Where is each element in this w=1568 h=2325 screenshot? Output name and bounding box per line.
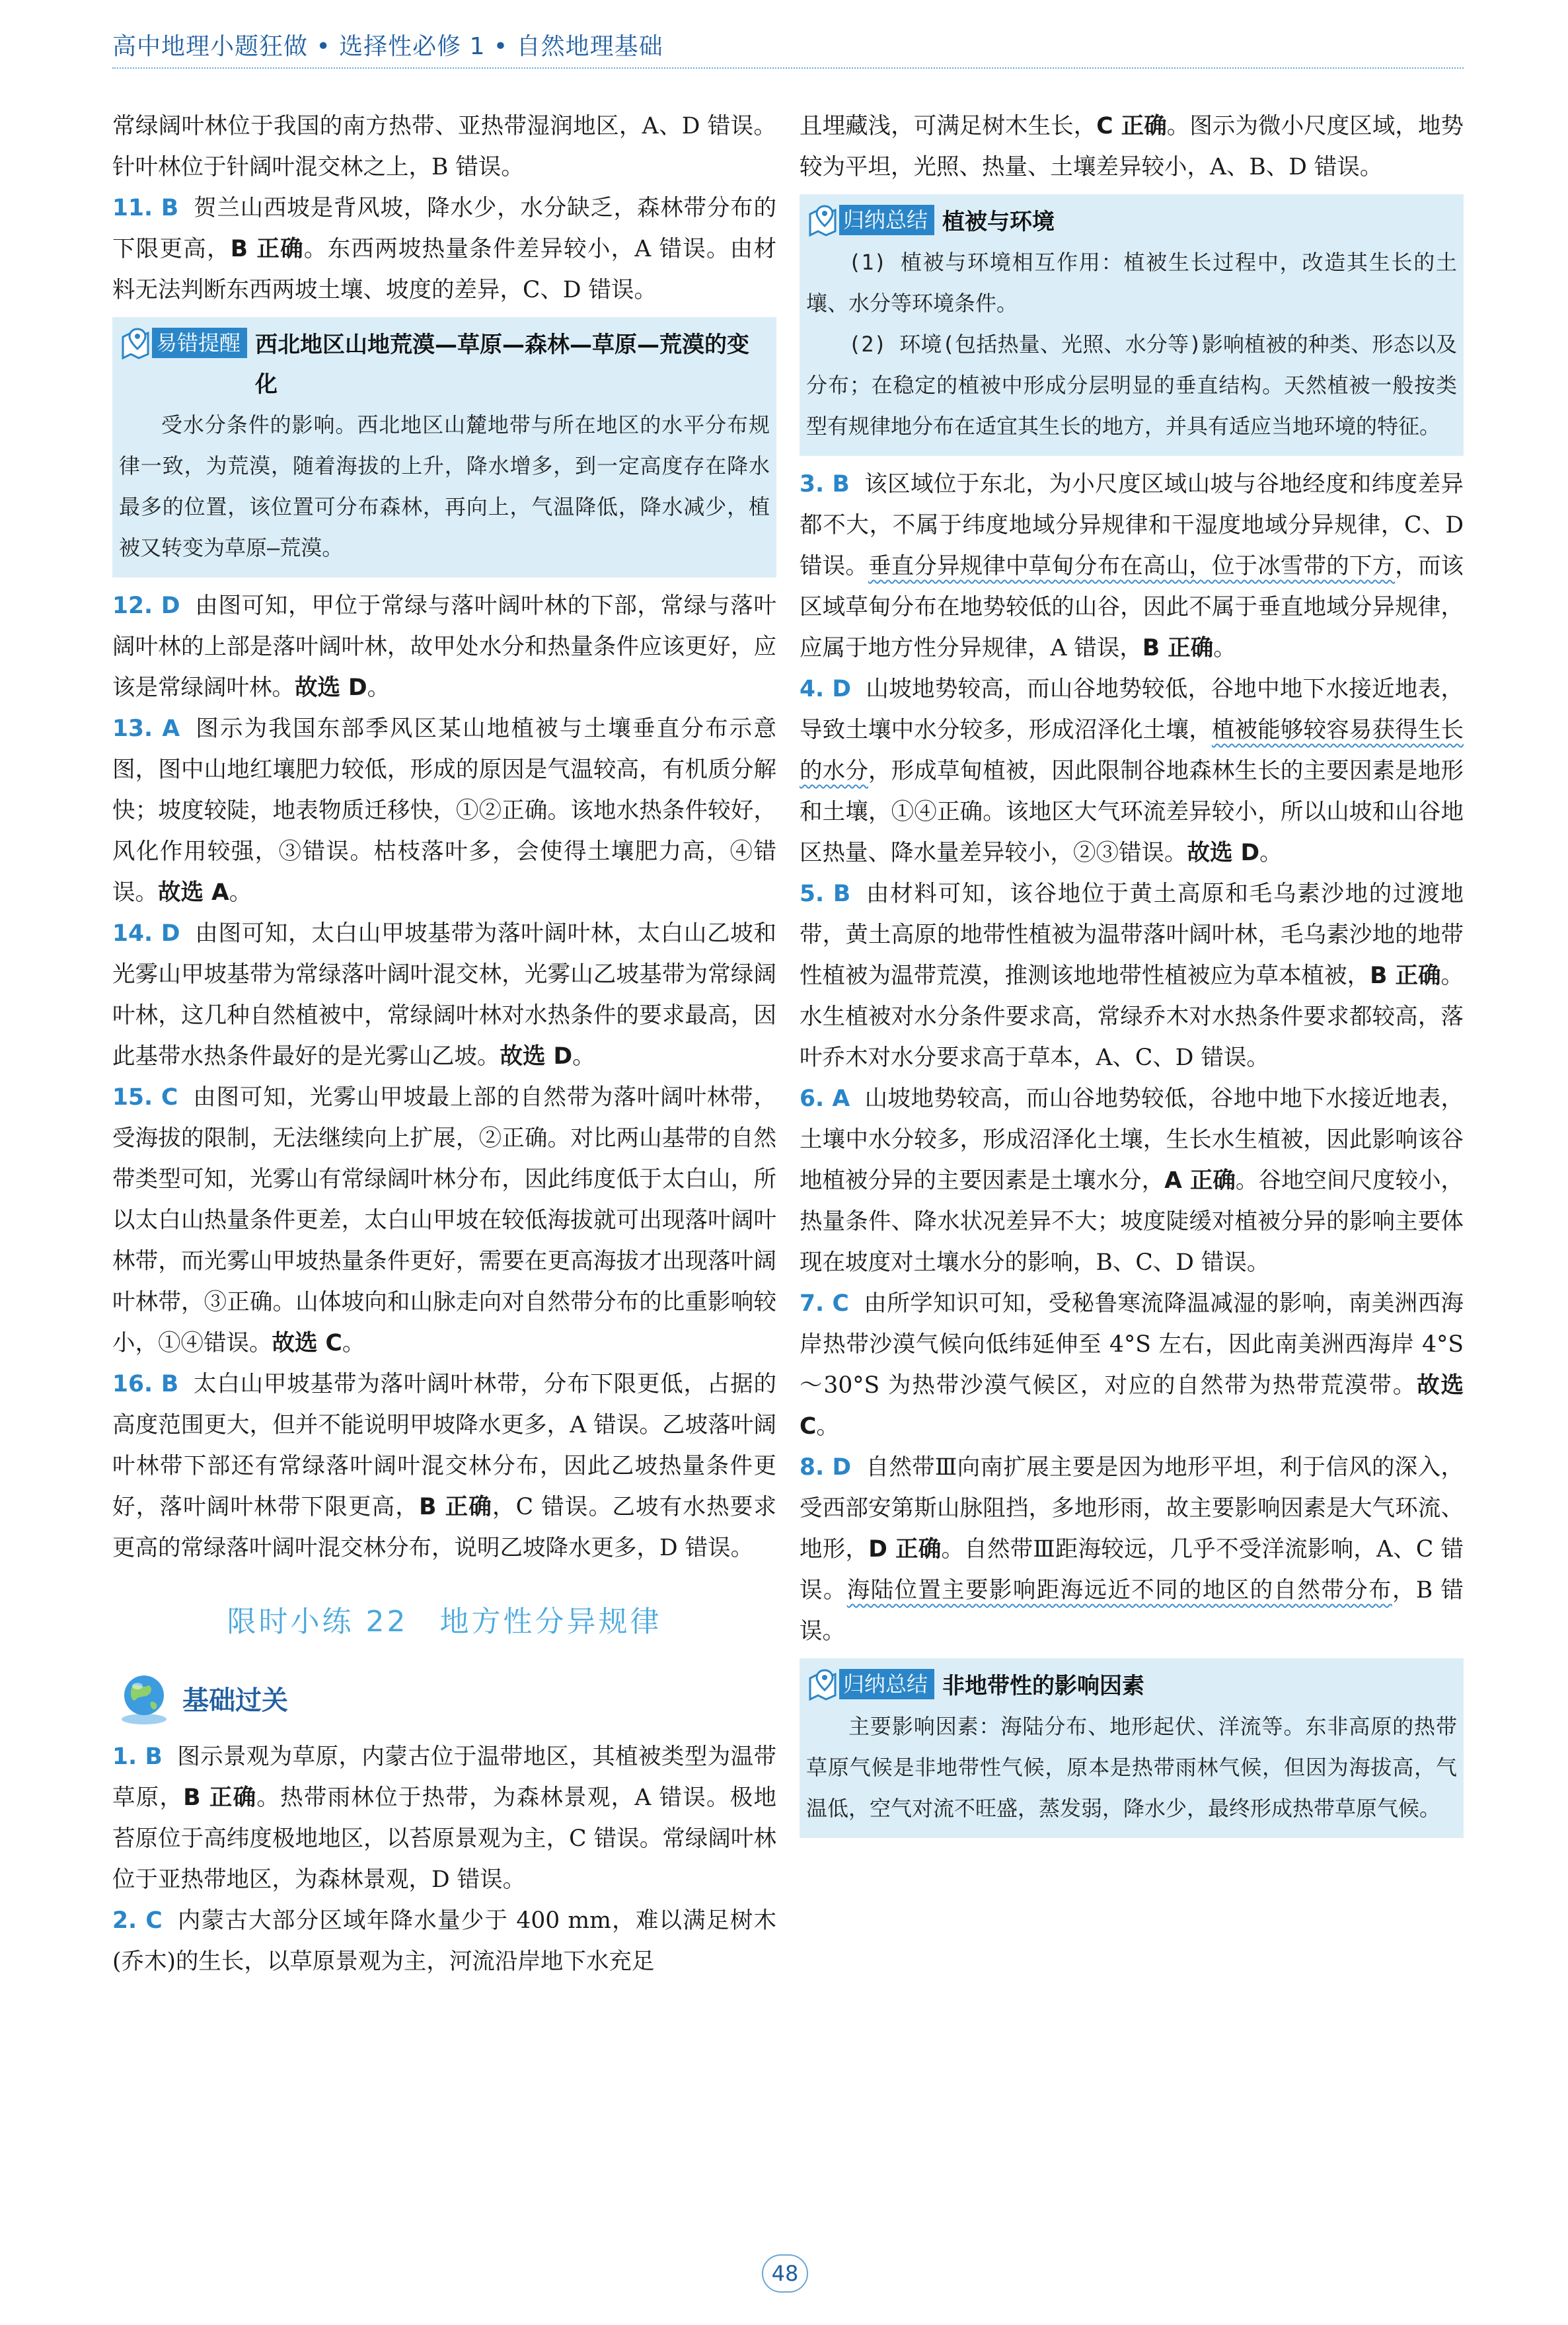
answer-key: B 正确 bbox=[419, 1494, 492, 1520]
question-number: 7. C bbox=[800, 1290, 849, 1317]
tip-title: 植被与环境 bbox=[942, 209, 1055, 235]
answer-text: ，形成草甸植被，因此限制谷地森林生长的主要因素是地形和土壤，①④正确。该地区大气环流差异较小，所以山坡和山谷地区热量、降水量差异较小，②③错误。 bbox=[800, 758, 1464, 866]
answer-text: 。 bbox=[816, 1413, 839, 1440]
tip-body: 主要影响因素：海陆分布、地形起伏、洋流等。东非高原的热带草原气候是非地带性气候，原本是热带雨林气候，但因为海拔高，气温低，空气对流不旺盛，蒸发弱，降水少，最终形成热带草原气候。 bbox=[806, 1714, 1457, 1821]
answer-text: 由图可知，太白山甲坡基带为落叶阔叶林，太白山乙坡和光雾山甲坡基带为常绿落叶阔叶混交林，光雾山乙坡基带为常绿阔叶林，这几种自然植被中，常绿阔叶林对水热条件的要求最高，因此基带水热条件最好的是光雾山乙坡。 bbox=[112, 920, 777, 1070]
map-pin-icon bbox=[806, 1666, 843, 1702]
answer-text: 由图可知，光雾山甲坡最上部的自然带为落叶阔叶林带，受海拔的限制，无法继续向上扩展，②正确。对比两山基带的自然带类型可知，光雾山有常绿阔叶林分布，因此纬度低于太白山，所以太白山热量条件更差，太白山甲坡在较低海拔就可出现落叶阔叶林带，而光雾山甲坡热量条件更好，需要在更高海拔才出现落叶阔叶林带，③正确。山体坡向和山脉走向对自然带分布的比重影响较小，①④错误。 bbox=[112, 1084, 776, 1356]
answer-key: 故选 C bbox=[272, 1330, 342, 1356]
tip-title: 非地带性的影响因素 bbox=[942, 1673, 1145, 1699]
answer-text: 。谷地空间尺度较小，热量条件、降水状况差异不大；坡度陡缓对植被分异的影响主要体现在坡度对土壤水分的影响，B、C、D 错误。 bbox=[800, 1167, 1464, 1276]
answer-text: 。 bbox=[572, 1043, 595, 1070]
question-number: 11. B bbox=[112, 195, 179, 221]
highlighted-text: 植被能够较容易获得生长的水分 bbox=[800, 717, 1464, 784]
answer-11 bbox=[112, 188, 776, 311]
paragraph-continued: 常绿阔叶林位于我国的南方热带、亚热带湿润地区，A、D 错误。针叶林位于针阔叶混交林之上，B 错误。 bbox=[112, 113, 776, 180]
question-number: 6. A bbox=[800, 1086, 850, 1112]
answer-text: 。水生植被对水分条件要求高，常绿乔木对水热条件要求都较高，落叶乔木对水分要求高于草本，A、C、D 错误。 bbox=[800, 963, 1464, 1071]
answer-key: 故选 D bbox=[500, 1043, 573, 1070]
answer-text: 山坡地势较高，而山谷地势较低，谷地中地下水接近地表，导致土壤中水分较多，形成沼泽化土壤， bbox=[800, 676, 1464, 743]
map-pin-icon bbox=[806, 202, 843, 238]
question-number: 8. D bbox=[800, 1454, 852, 1481]
highlighted-text: 垂直分异规律中草甸分布在高山，位于冰雪带的下方 bbox=[868, 553, 1396, 579]
answer-text: 该区域位于东北，为小尺度区域山坡与谷地经度和纬度差异都不大，不属于纬度地域分异规律和干湿度地域分异规律，C、D 错误。 bbox=[800, 471, 1464, 579]
answer-text: 太白山甲坡基带为落叶阔叶林带，分布下限更低，占据的高度范围更大，但并不能说明甲坡降水更多，A 错误。乙坡落叶阔叶林带下部还有常绿落叶阔叶混交林分布，因此乙坡热量条件更好，落叶阔叶林带下限更高， bbox=[112, 1371, 776, 1520]
tip-label: 归纳总结 bbox=[839, 205, 934, 235]
tip-badge bbox=[806, 202, 934, 238]
question-number: 4. D bbox=[800, 676, 852, 702]
question-number: 16. B bbox=[112, 1371, 179, 1397]
answer-16 bbox=[112, 1364, 776, 1568]
answer-basic-2 bbox=[112, 1900, 776, 1982]
answer-text: 且埋藏浅，可满足树木生长， bbox=[800, 113, 1097, 139]
basic-section-header bbox=[112, 1666, 776, 1730]
globe-icon bbox=[112, 1666, 176, 1730]
answer-6 bbox=[800, 1078, 1464, 1283]
answer-text: 。东西两坡热量条件差异较小，A 错误。由材料无法判断东西两坡土壤、坡度的差异，C、D 错误。 bbox=[112, 236, 776, 303]
answer-key: B 正确 bbox=[183, 1785, 257, 1811]
answer-3 bbox=[800, 464, 1464, 669]
map-pin-icon bbox=[119, 325, 156, 361]
header-title: 高中地理小题狂做 • 选择性必修 1 • 自然地理基础 bbox=[112, 33, 663, 60]
answer-4 bbox=[800, 669, 1464, 873]
tip-box-common-mistake bbox=[112, 317, 776, 577]
answer-text: 由材料可知，该谷地位于黄土高原和毛乌素沙地的过渡地带，黄土高原的地带性植被为温带落叶阔叶林，毛乌素沙地的地带性植被为温带荒漠，推测该地地带性植被应为草本植被， bbox=[800, 881, 1464, 989]
tip-body: (1) 植被与环境相互作用：植被生长过程中，改造其生长的土壤、水分等环境条件。 bbox=[806, 250, 1457, 316]
question-number: 2. C bbox=[112, 1907, 163, 1934]
tip-box-summary bbox=[800, 1658, 1464, 1838]
answer-14 bbox=[112, 913, 776, 1077]
answer-text: 。图示为微小尺度区域，地势较为平坦，光照、热量、土壤差异较小，A、B、D 错误。 bbox=[800, 113, 1464, 180]
answer-basic-1 bbox=[112, 1736, 776, 1900]
answer-7 bbox=[800, 1283, 1464, 1447]
answer-15 bbox=[112, 1077, 776, 1364]
tip-label: 归纳总结 bbox=[839, 1669, 934, 1699]
question-number: 3. B bbox=[800, 471, 850, 498]
answer-key: B 正确 bbox=[1142, 635, 1214, 661]
section-title: 限时小练 22 地方性分异规律 bbox=[227, 1605, 662, 1639]
answer-12 bbox=[112, 585, 776, 708]
answer-text: 。热带雨林位于热带，为森林景观，A 错误。极地苔原位于高纬度极地地区，以苔原景观为主，C 错误。常绿阔叶林位于亚热带地区，为森林景观，D 错误。 bbox=[112, 1785, 776, 1893]
tip-header bbox=[806, 1666, 1457, 1706]
answer-8 bbox=[800, 1447, 1464, 1652]
answer-text: 由所学知识可知，受秘鲁寒流降温减湿的影响，南美洲西海岸热带沙漠气候向低纬延伸至 4°S 左右，因此南美洲西海岸 4°S～30°S 为热带沙漠气候区，对应的自然带为热带荒漠带。 bbox=[800, 1290, 1464, 1399]
answer-text: ，而该区域草甸分布在地势较低的山谷，因此不属于垂直地域分异规律，应属于地方性分异规律，A 错误， bbox=[800, 553, 1464, 661]
header-divider bbox=[112, 67, 1464, 69]
answer-text: 内蒙古大部分区域年降水量少于 400 mm，难以满足树木(乔木)的生长，以草原景观为主，河流沿岸地下水充足 bbox=[112, 1907, 776, 1975]
answer-key: 故选 D bbox=[1187, 840, 1260, 866]
answer-text: 。自然带Ⅲ距海较远，几乎不受洋流影响，A、C 错误。 bbox=[800, 1536, 1464, 1604]
tip-header bbox=[119, 325, 770, 404]
paragraph-continued bbox=[800, 106, 1464, 188]
answer-key: A 正确 bbox=[1164, 1167, 1236, 1194]
answer-13 bbox=[112, 708, 776, 913]
tip-header bbox=[806, 202, 1457, 242]
tip-box-summary bbox=[800, 194, 1464, 456]
answer-text: ，B 错误。 bbox=[800, 1577, 1464, 1644]
answer-text: 。 bbox=[342, 1330, 365, 1356]
answer-text: 自然带Ⅲ向南扩展主要是因为地形平坦，利于信风的深入，受西部安第斯山脉阻挡，多地形雨，故主要影响因素是大气环流、地形， bbox=[800, 1454, 1464, 1563]
tip-body: (2) 环境(包括热量、光照、水分等)影响植被的种类、形态以及分布；在稳定的植被中形成分层明显的垂直结构。天然植被一般按类型有规律地分布在适宜其生长的地方，并具有适应当地环境的特征。 bbox=[806, 332, 1457, 439]
right-column bbox=[800, 106, 1464, 1846]
answer-key: 故选 D bbox=[295, 675, 367, 701]
answer-key: B 正确 bbox=[230, 236, 304, 262]
left-column bbox=[112, 106, 776, 1982]
answer-key: 故选 A bbox=[158, 879, 229, 906]
question-number: 5. B bbox=[800, 881, 851, 907]
question-number: 1. B bbox=[112, 1744, 163, 1770]
basic-label: 基础过关 bbox=[182, 1685, 288, 1716]
tip-badge bbox=[119, 325, 247, 361]
answer-key: C 正确 bbox=[1096, 113, 1167, 139]
answer-text: 山坡地势较高，而山谷地势较低，谷地中地下水接近地表，土壤中水分较多，形成沼泽化土壤，生长水生植被，因此影响该谷地植被分异的主要因素是土壤水分， bbox=[800, 1086, 1464, 1194]
tip-label: 易错提醒 bbox=[152, 328, 247, 358]
answer-text: ，C 错误。乙坡有水热要求更高的常绿落叶阔叶混交林分布，说明乙坡降水更多，D 错误。 bbox=[112, 1494, 776, 1561]
answer-text: 图示景观为草原，内蒙古位于温带地区，其植被类型为温带草原， bbox=[112, 1744, 776, 1811]
answer-key: B 正确 bbox=[1370, 963, 1441, 989]
answer-5 bbox=[800, 873, 1464, 1078]
highlighted-text: 海陆位置主要影响距海远近不同的地区的自然带分布 bbox=[846, 1577, 1392, 1604]
answer-text: 。 bbox=[229, 879, 252, 906]
question-number: 14. D bbox=[112, 920, 180, 947]
answer-text: 贺兰山西坡是背风坡，降水少，水分缺乏，森林带分布的下限更高， bbox=[112, 195, 776, 262]
answer-key: 故选 C bbox=[800, 1372, 1464, 1440]
answer-text: 。 bbox=[367, 675, 391, 701]
tip-badge bbox=[806, 1666, 934, 1702]
answer-text: 。 bbox=[1213, 635, 1236, 661]
answer-key: D 正确 bbox=[868, 1536, 942, 1563]
question-number: 13. A bbox=[112, 716, 180, 742]
answer-text: 由图可知，甲位于常绿与落叶阔叶林的下部，常绿与落叶阔叶林的上部是落叶阔叶林，故甲处水分和热量条件应该更好，应该是常绿阔叶林。 bbox=[112, 593, 777, 701]
answer-text: 。 bbox=[1259, 840, 1283, 866]
question-number: 15. C bbox=[112, 1084, 178, 1111]
tip-body: 受水分条件的影响。西北地区山麓地带与所在地区的水平分布规律一致，为荒漠，随着海拔的上升，降水增多，到一定高度存在降水最多的位置，该位置可分布森林，再向上，气温降低，降水减少，植被又转变为草原—荒漠。 bbox=[119, 412, 770, 560]
tip-title: 西北地区山地荒漠—草原—森林—草原—荒漠的变化 bbox=[255, 332, 750, 398]
page-number: 48 bbox=[762, 2254, 808, 2293]
question-number: 12. D bbox=[112, 593, 180, 619]
answer-text: 图示为我国东部季风区某山地植被与土壤垂直分布示意图，图中山地红壤肥力较低，形成的原因是气温较高，有机质分解快；坡度较陡，地表物质迁移快，①②正确。该地水热条件较好，风化作用较强，③错误。枯枝落叶多，会使得土壤肥力高，④错误。 bbox=[112, 716, 777, 906]
